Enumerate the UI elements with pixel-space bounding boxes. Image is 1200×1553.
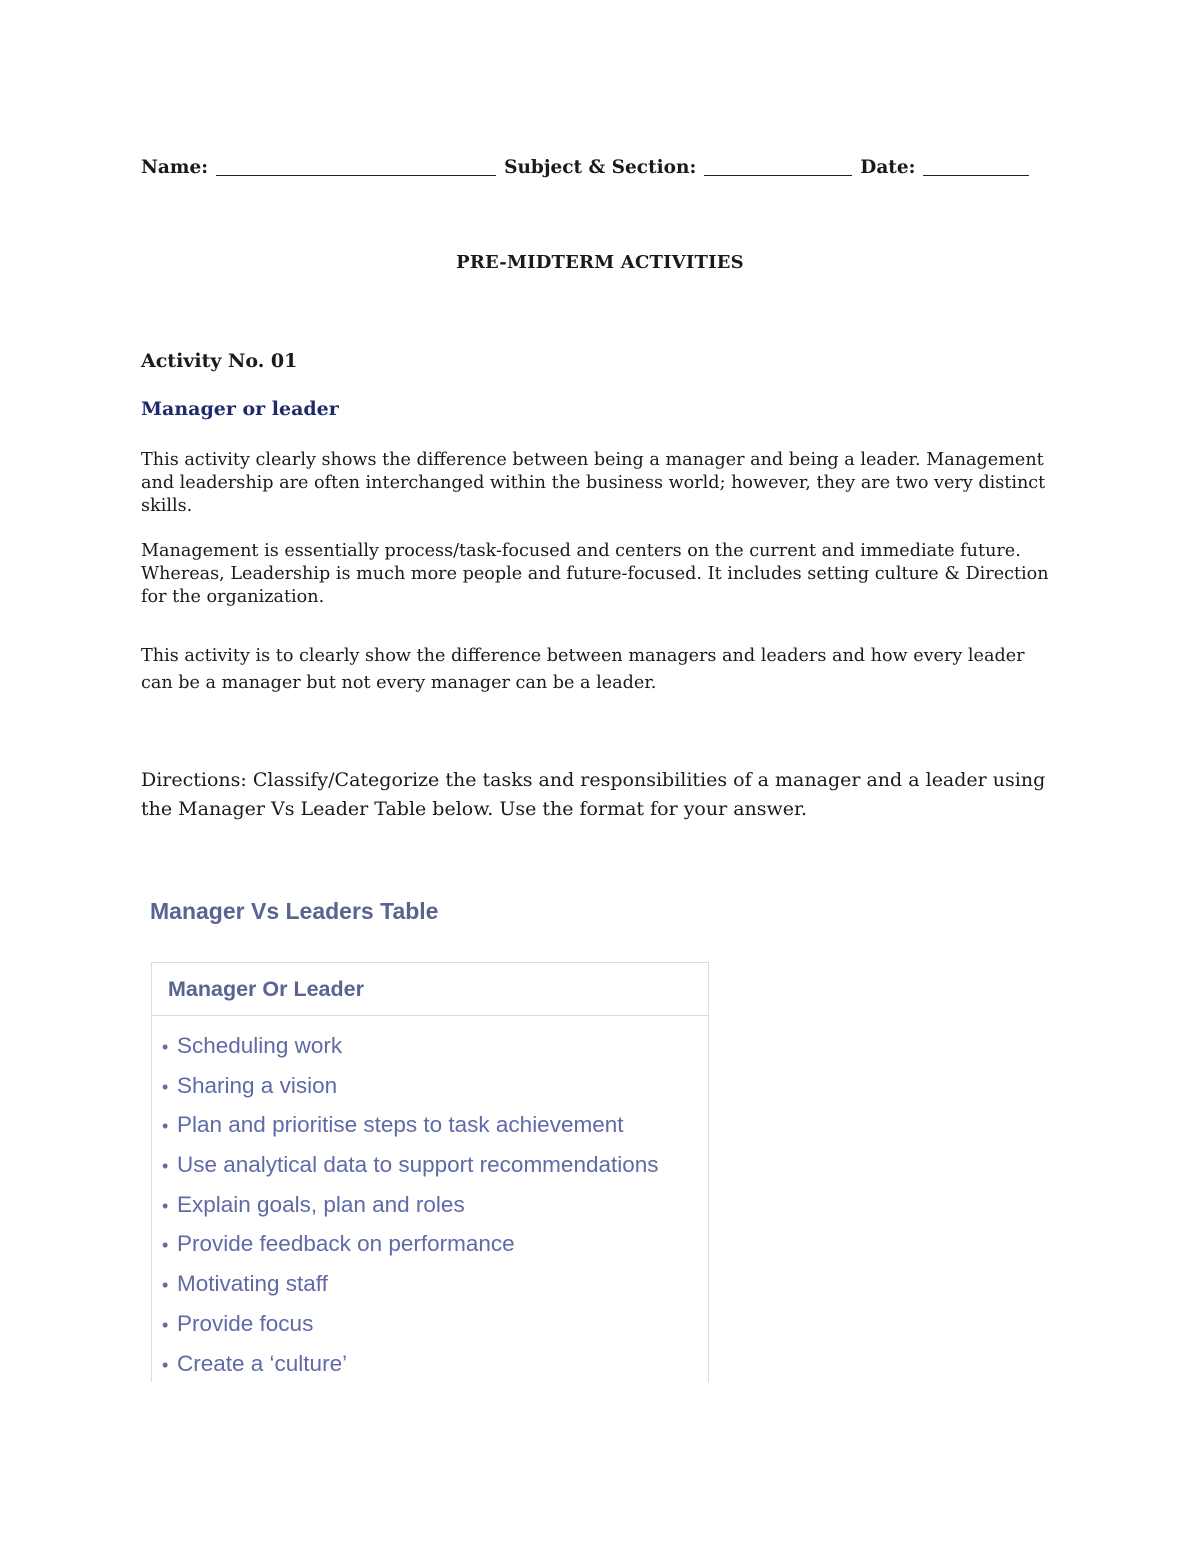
list-item-text: Sharing a vision bbox=[177, 1072, 338, 1098]
activity-number: Activity No. 01 bbox=[141, 350, 298, 372]
directions-paragraph: Directions: Classify/Categorize the tasks and responsibilities of a manager and a leader using the Manager Vs Leader Table below. Use the format for your answer. bbox=[141, 769, 1046, 820]
list-item-text: Plan and prioritise steps to task achievement bbox=[177, 1112, 624, 1138]
list-item bbox=[162, 1344, 708, 1384]
name-label: Name: bbox=[141, 157, 209, 178]
activity-title: Manager or leader bbox=[141, 398, 339, 420]
bullet-icon: • bbox=[162, 1195, 169, 1216]
bullet-icon: • bbox=[162, 1275, 169, 1296]
list-item-text: Explain goals, plan and roles bbox=[177, 1191, 465, 1217]
list-item-text: Motivating staff bbox=[177, 1271, 328, 1297]
bullet-icon: • bbox=[162, 1037, 169, 1057]
list-item bbox=[162, 1145, 708, 1185]
management-paragraph: Management is essentially process/task-focused and centers on the current and immediate future. Whereas, Leadership is much more people and future-focused. It includes setting culture & Direction for the organization. bbox=[141, 541, 1049, 607]
list-item bbox=[162, 1224, 708, 1264]
intro-paragraph: This activity clearly shows the difference between being a manager and being a leader. Management and leadership are often interchanged within the business world; however, they are two very distinct skills. bbox=[141, 450, 1046, 516]
list-item bbox=[162, 1026, 708, 1066]
subject-section-blank bbox=[704, 155, 852, 176]
date-blank bbox=[923, 155, 1029, 176]
document-title: PRE-MIDTERM ACTIVITIES bbox=[456, 252, 744, 273]
list-item-text: Use analytical data to support recommendations bbox=[177, 1152, 659, 1178]
list-item bbox=[162, 1105, 708, 1145]
list-item bbox=[162, 1264, 708, 1304]
table-header: Manager Or Leader bbox=[152, 963, 708, 1016]
bullet-icon: • bbox=[162, 1116, 169, 1137]
list-item bbox=[162, 1185, 708, 1225]
list-item-text: Provide feedback on performance bbox=[177, 1231, 515, 1257]
purpose-paragraph: This activity is to clearly show the difference between managers and leaders and how every leader can be a manager but not every manager can be a leader. bbox=[141, 646, 1025, 693]
list-item-text: Create a ‘culture’ bbox=[177, 1350, 348, 1376]
bullet-icon: • bbox=[162, 1354, 169, 1375]
bullet-icon: • bbox=[162, 1076, 169, 1097]
name-blank bbox=[216, 155, 496, 176]
bullet-icon: • bbox=[162, 1314, 169, 1335]
list-item-text: Scheduling work bbox=[177, 1033, 343, 1058]
list-item bbox=[162, 1304, 708, 1344]
table-heading: Manager Vs Leaders Table bbox=[150, 898, 439, 924]
bullet-icon: • bbox=[162, 1156, 169, 1177]
date-label: Date: bbox=[860, 157, 916, 178]
list-item bbox=[162, 1066, 708, 1106]
list-item-text: Provide focus bbox=[177, 1310, 314, 1336]
bullet-icon: • bbox=[162, 1235, 169, 1256]
student-info-line bbox=[141, 155, 1061, 178]
manager-or-leader-table bbox=[151, 962, 709, 1382]
task-list bbox=[152, 1016, 708, 1383]
subject-section-label: Subject & Section: bbox=[504, 157, 697, 178]
